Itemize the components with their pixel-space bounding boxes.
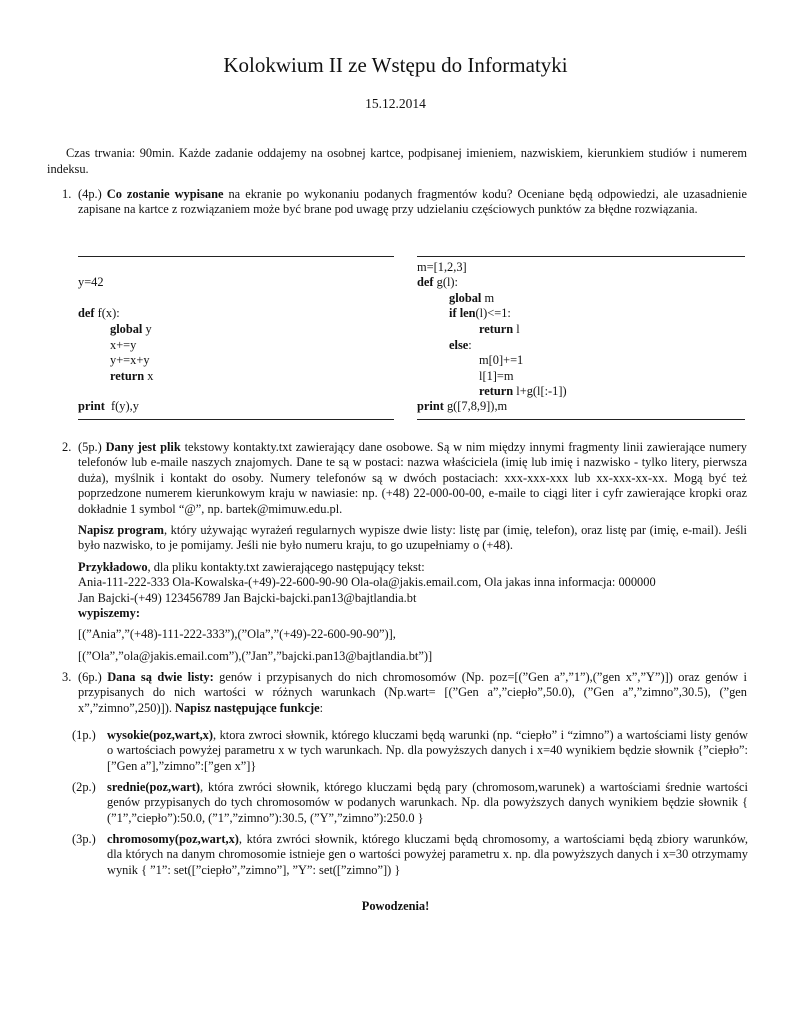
task-1-content (78, 187, 747, 218)
code-line: global m (449, 291, 495, 305)
code-line: else: (449, 338, 472, 352)
exam-date: 15.12.2014 (365, 96, 426, 111)
code-line: l[1]=m (479, 369, 514, 383)
task-3 (47, 670, 747, 722)
code-line: y+=x+y (110, 353, 150, 367)
task-1 (47, 187, 747, 224)
code-line: def g(l): (417, 275, 458, 289)
task-3-number: 3. (62, 670, 72, 684)
code-top-rule (78, 256, 394, 257)
code-block-right (417, 256, 745, 426)
code-line: return l+g(l[:-1]) (479, 384, 567, 398)
intro-paragraph (47, 145, 747, 177)
code-line: m=[1,2,3] (417, 260, 467, 274)
task-1-number: 1. (62, 187, 72, 201)
task-1-text (78, 187, 747, 218)
code-block-left (78, 256, 394, 426)
task-3-sub-3: (3p.) chromosomy(poz,wart,x), która zwróci słownik, którego kluczami będą chromosomy, a wartościami będą zbiory warunków, dla których na danym chromosomie istnieje gen o wartości powyżej parametru x. np. dla powyższych danych i x=30 otrzymamy wynik { ”1”: set([”ciepło”,”zimno”], ”Y”: set([”zimno”]) } (72, 832, 748, 877)
code-line: x+=y (110, 338, 137, 352)
code-line: global y (110, 322, 152, 336)
task-2-example: Przykładowo, dla pliku kontakty.txt zawierającego następujący tekst: Ania-111-222-333 Ola-Kowalska-(+49)-22-600-90-90 Ola-ola@jakis.email.com, Ola jakas inna informacja: 000000 Jan Bajcki-(+49) 123456789 Jan Bajcki-bajcki.pan13@bajtlandia.bt wypiszemy: (78, 559, 656, 621)
intro-text: Czas trwania: 90min. Każde zadanie oddajemy na osobnej kartce, podpisanej imieniem, nazwiskiem, kierunkiem studiów i numerem indeksu. (47, 146, 747, 176)
code-line: def f(x): (78, 306, 120, 320)
task-2 (47, 440, 747, 670)
task-3-text: (6p.) Dana są dwie listy: genów i przypisanych do nich chromosomów (Np. poz=[(”Gen a”,”1”),(”gen x”,”Y”)]) oraz genów i przypisanych do nich wartości w różnych warunkach (Np.wart= [(”Gen a”,”ciepło”,50.0), (”Gen a”,”zimno”,30.5), (”gen x”,”zimno”,250)]). Napisz następujące funkcje: (78, 670, 747, 715)
task-2-content (78, 440, 747, 664)
code-line: print g([7,8,9]),m (417, 399, 508, 413)
code-line: m[0]+=1 (479, 353, 524, 367)
task-3-sub-2: (2p.) srednie(poz,wart), która zwróci słownik, którego kluczami będą pary (chromosom,warunek) a wartościami średnie wartości genów przypisanych do tych chromosomów w podanych warunkach. Np. dla powyższych danych wynikiem będzie słownik { (”1”,”ciepło”):50.0, (”1”,”zimno”):30.5, (”Y”,”zimno”):250.0 } (72, 780, 748, 825)
page-title: Kolokwium II ze Wstępu do Informatyki (223, 53, 568, 77)
task-3-sub-1: (1p.) wysokie(poz,wart,x), ktora zwroci słownik, którego kluczami będą warunki (np. “ciepło” i “zimno”) a wartościami listy genów o wartościach powyżej parametru x w tych warunkach. Np. dla powyższych danych i x=40 wynikiem będzie słownik {”ciepło”:[”Gen a”],”zimno”:[”gen x”]} (72, 728, 748, 773)
code-bottom-rule (78, 419, 394, 420)
task-2-output-list-1: [(”Ania”,”(+48)-111-222-333”),(”Ola”,”(+49)-22-600-90-90”)], (78, 627, 396, 642)
code-line: return l (479, 322, 520, 336)
task-2-points: (5p.) (78, 440, 102, 454)
task-2-text (78, 440, 747, 517)
task-2-lead: Dany jest plik (105, 440, 181, 454)
task-3-content (78, 670, 747, 716)
task-1-points: (4p.) (78, 187, 102, 201)
task-2-body: tekstowy kontakty.txt zawierający dane osobowe. Są w nim między innymi fragmenty linii zawierające numery telefonów lub e-maile naszych znajomych. Dane te są w postaci: nazwa właściciela (imię lub imię i nazwisko - tylko litery, pierwsza duża), myślnik i kontakt do osoby. Numery telefonów są w dwóch postaciach: xxx-xxx-xxx lub xx-xxx-xx-xx. Mogą być też poprzedzone numerem kierunkowym kraju w nawiasie: np. (+48) 22-000-00-00, e-maile to ciągi liter i cyfr zawierające kropki oraz dokładnie 1 symbol “@”, np. bartek@mimuw.edu.pl. (78, 440, 747, 516)
task-2-output-list-2: [(”Ola”,”ola@jakis.email.com”),(”Jan”,”bajcki.pan13@bajtlandia.bt”)] (78, 648, 433, 663)
task-1-lead: Co zostanie wypisane (106, 187, 224, 201)
task-1-body: na ekranie po wykonaniu podanych fragmentów kodu? Oceniane będą odpowiedzi, ale uzasadnienie zapisane na kartce z rozwiązaniem może być brane pod uwagę przy udzielaniu częściowych punktów za błędne rozwiązania. (78, 187, 747, 217)
code-line: print f(y),y (78, 399, 139, 413)
task-2-number: 2. (62, 440, 72, 454)
code-line: return x (110, 369, 154, 383)
code-bottom-rule (417, 419, 745, 420)
code-top-rule (417, 256, 745, 257)
code-line: y=42 (78, 275, 104, 289)
closing-text: Powodzenia! (361, 899, 430, 913)
task-2-program: Napisz program, który używając wyrażeń regularnych wypisze dwie listy: listę par (imię, telefon), oraz listę par (imię, e-mail). Jeśli było nazwisko, to je pomijamy. Jeśli nie było numeru kraju, to go uzupełniamy o (+48). (78, 523, 747, 553)
code-line: if len(l)<=1: (449, 306, 511, 320)
